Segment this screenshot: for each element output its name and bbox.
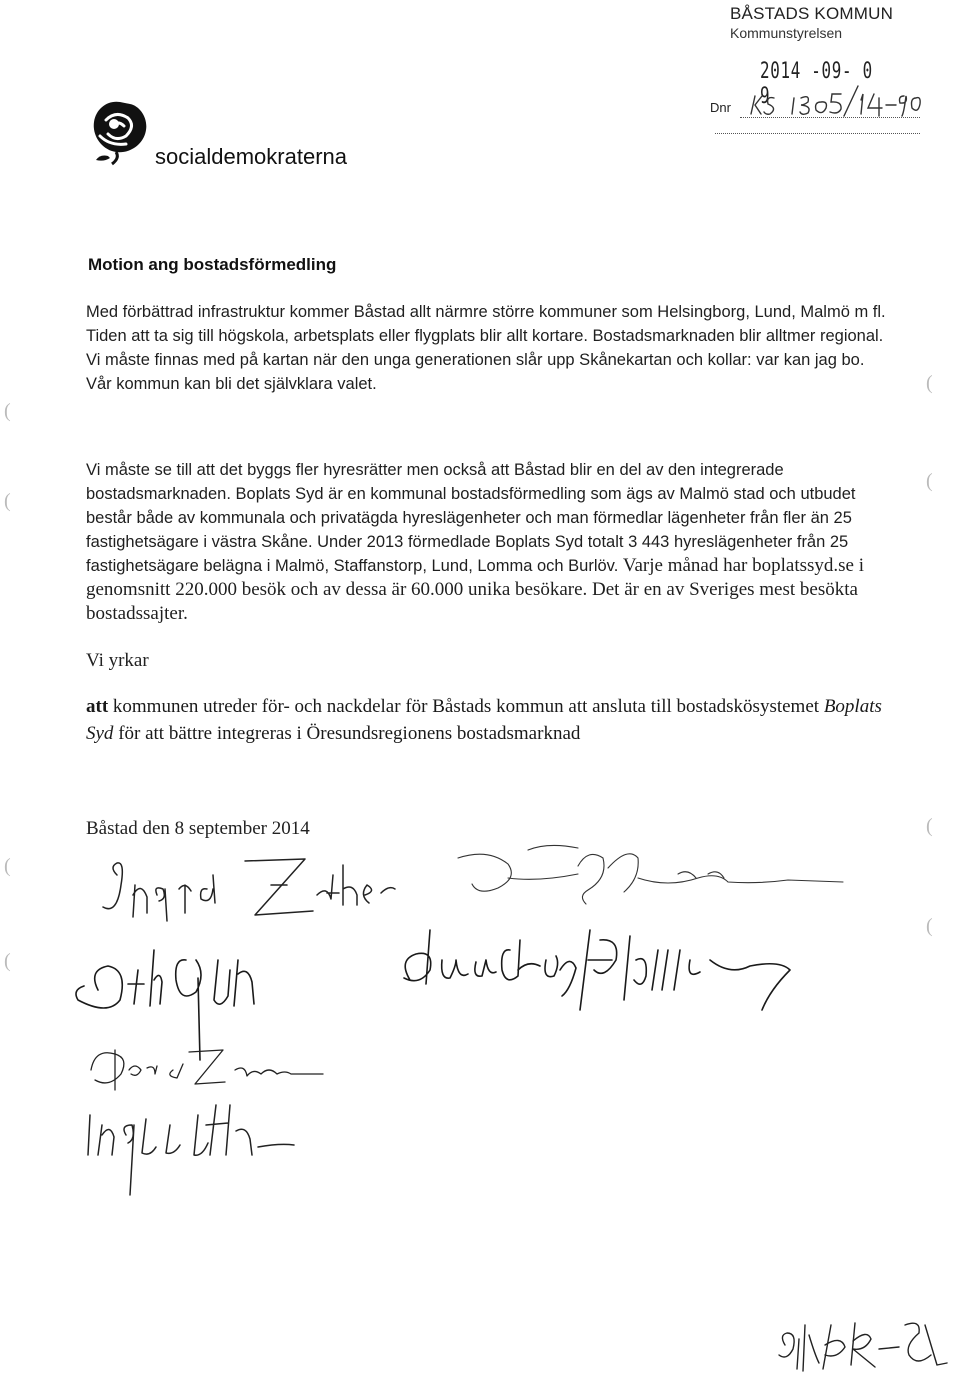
margin-bracket-mark: ( [926,372,933,394]
demand-intro: Vi yrkar [86,650,149,671]
paragraph-infrastructure: Med förbättrad infrastruktur kommer Båstad allt närmre större kommuner som Helsingborg, Lund, Malmö m fl. Tiden att ta sig till högskola, arbetsplats eller flygplats blir allt kortare. Bostadsmarknaden blir alltmer regional. Vi måste finnas med på kartan när den unga generationen slår upp Skånekartan och kollar: var kan jag bo. Vår kommun kan bli det självklara valet. [86,303,886,393]
place-date: Båstad den 8 september 2014 [86,818,310,839]
party-name: socialdemokraterna [155,144,347,169]
stamp-title: BÅSTADS KOMMUN [730,4,894,23]
demand-text-2: för att bättre integreras i Öresundsregionens bostadsmarknad [113,723,581,744]
stamp-dnr-line-lower [715,133,920,134]
paragraph-visitor-stats: Varje månad har boplatssyd.se i genomsnitt 220.000 besök och av dessa är 60.000 unika besökare. Det är en av Sveriges mest besökta bostadssajter. [86,555,865,624]
signature-4 [390,920,800,1020]
paragraph-boplats-syd [86,458,886,626]
stamp-dnr-line [740,117,920,118]
margin-bracket-mark: ( [4,950,11,972]
dnr-handwritten-number [746,74,926,119]
demand-att-keyword: att [86,696,109,717]
signature-6 [80,1095,300,1200]
margin-bracket-mark: ( [926,915,933,937]
signature-5 [85,1040,325,1100]
stamp-dnr-label: Dnr [710,100,731,115]
margin-bracket-mark: ( [4,400,11,422]
signature-2 [428,838,848,918]
signature-7-initials [775,1305,950,1380]
demand-statement [86,693,886,747]
margin-bracket-mark: ( [4,490,11,512]
margin-bracket-mark: ( [926,815,933,837]
registration-stamp [710,4,930,115]
stamp-subtitle: Kommunstyrelsen [730,25,843,41]
document-title: Motion ang bostadsförmedling [88,255,337,274]
margin-bracket-mark: ( [4,855,11,877]
margin-bracket-mark: ( [926,470,933,492]
demand-text-1: kommunen utreder för- och nackdelar för Båstads kommun att ansluta till bostadskösystemet [108,696,824,717]
rose-logo-icon [86,96,152,166]
demand-boplats-syd: Boplats Syd [86,696,882,744]
paragraph-boplats-syd-text: Vi måste se till att det byggs fler hyresrätter men också att Båstad blir en del av den integrerade bostadsmarknaden. Boplats Syd är en kommunal bostadsförmedling som ägs av Malmö stad och utbudet består både av kommunala och privatägda hyreslägenheter och man förmedlar lägenheter från fler än 25 fastighetsägare i västra Skåne. Under 2013 förmedlade Boplats Syd totalt 3 443 hyreslägenheter från 25 fastighetsägare belägna i Malmö, Staffanstorp, Lund, Lomma och Burlöv. [86,461,856,575]
stamp-date: 2014 -09- 0 9 [760,59,873,109]
